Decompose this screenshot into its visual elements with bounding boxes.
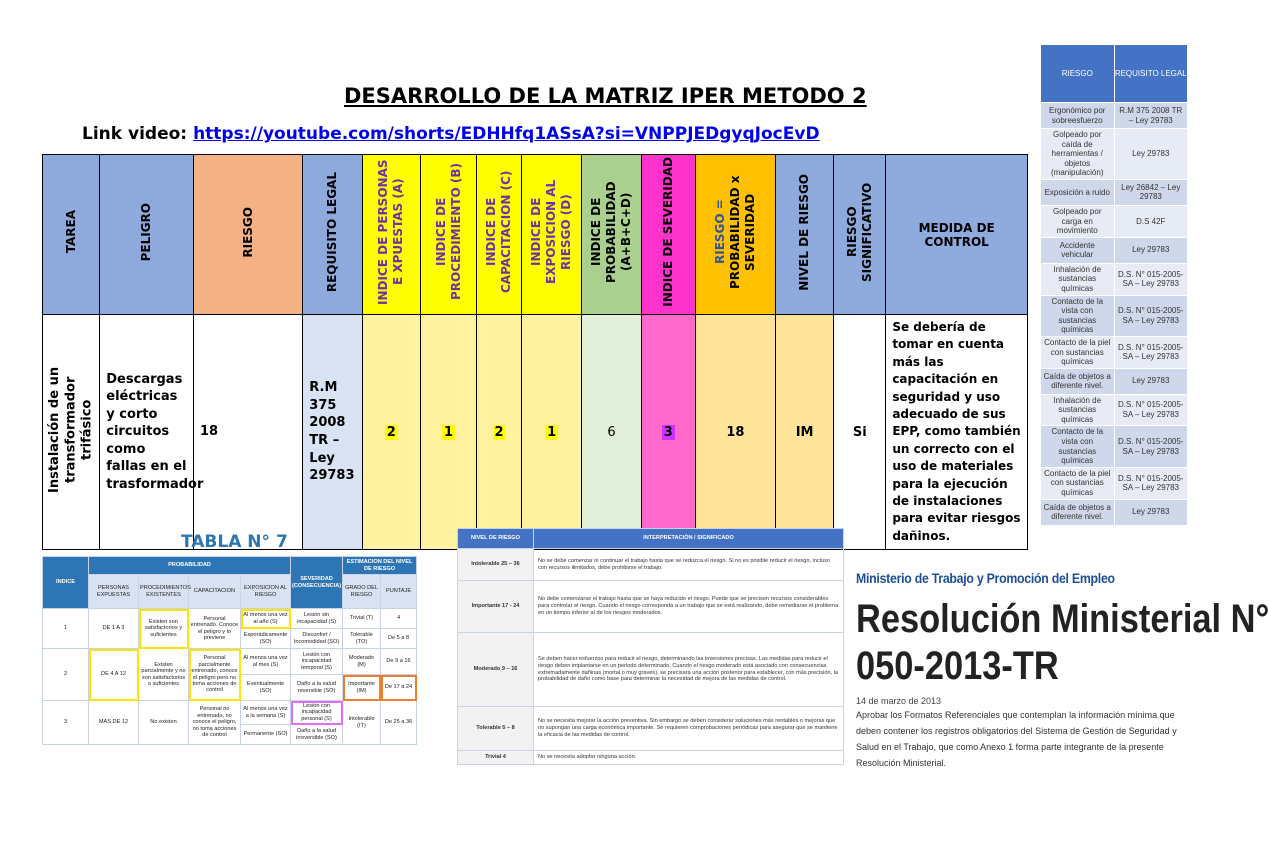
resolution-date: 14 de marzo de 2013 [856,696,942,707]
cell-b: 1 [420,315,476,550]
interp-text: No se debe comenzar ni continuar el trabajo hasta que se reduzca el riesgo. Si no es posible reducir el riesgo, incluso con recursos ilimitados, debe prohibirse el trabajo. [534,549,844,581]
legal-row [1041,499,1188,525]
t7-r1-puntaje-2: De 5 a 8 [381,629,417,649]
cell-c: 2 [477,315,522,550]
cell-severidad: 3 [641,315,695,550]
t7-sub-exposicion: EXPOSICION AL RIESGO [241,575,291,609]
cell-nivel: IM [775,315,833,550]
legal-table-body [1041,103,1188,526]
interp-row [458,581,844,633]
t7-r2-severidad-so: Daño a la salud reversible (SO) [291,675,343,701]
t7-r3-severidad-s: Lesión con incapacidad personal (S) [291,701,343,725]
legal-cell-requisito: Ley 26842 – Ley 29783 [1114,179,1188,205]
legal-cell-riesgo: Golpeado por caída de herramientas / objetos (manipulación) [1041,129,1115,180]
t7-r1-capacitacion: Personal entrenado. Conoce el peligro y lo previene [189,609,241,649]
t7-r3-severidad-so: Daño a la salud irreversible (SO) [291,725,343,745]
interp-text: No debe comenzarse el trabajo hasta que se haya reducido el riesgo. Puede que se precisen recursos considerables para controlar el riesgo. Cuando el riesgo corresponda a un trabajo que se está realizando, debe remediarse el problema en un tiempo inferior al de los riesgos moderados. [534,581,844,633]
legal-cell-requisito: Ley 29783 [1114,237,1188,263]
t7-r3-capacitacion: Personal no entrenado, no conoce el peligro, no toma acciones de control [189,701,241,745]
header-riesgo: RIESGO [193,155,302,315]
resolution-panel [856,570,1269,771]
t7-r1-puntaje-1: 4 [381,609,417,629]
interp-text: No se necesita mejorar la acción preventiva. Sin embargo se deben considerar soluciones más rentables o mejoras que no supongan una carga económica importante. Se requieren comprobaciones periódicas para asegurar que se mantiene la eficacia de las medidas de control. [534,707,844,751]
legal-cell-riesgo: Contacto de la vista con sustancias químicas [1041,295,1115,336]
t7-r1-grado-2: Tolerable (TO) [343,629,381,649]
header-peligro: PELIGRO [100,155,194,315]
cell-medida: Se debería de tomar en cuenta más las capacitación en seguridad y uso adecuado de sus EPP, como también un correcto con el uso de materiales para la ejecución de instalaciones para evitar riesgos dañinos. [886,315,1028,550]
interp-row [458,751,844,765]
cell-riesgo: 18 [193,315,302,550]
header-nivel-riesgo: NIVEL DE RIESGO [775,155,833,315]
t7-r2-grado-2: Importante (IM) [343,675,381,701]
t7-row-1 [43,609,417,629]
t7-h-probabilidad: PROBABILIDAD [89,557,291,575]
legal-row [1041,263,1188,295]
t7-r3-exposicion-s: Al menos una vez a la semana (S) [241,701,291,725]
page-title: DESARROLLO DE LA MATRIZ IPER METODO 2 [344,84,867,108]
legal-cell-requisito: D.S. N° 015-2005-SA – Ley 29783 [1114,295,1188,336]
cell-d: 1 [521,315,581,550]
legal-cell-riesgo: Golpeado por carga en movimiento [1041,205,1115,237]
legal-cell-requisito: Ley 29783 [1114,129,1188,180]
resolution-title: Resolución Ministerial N° [856,597,1269,641]
cell-probabilidad: 6 [582,315,641,550]
interp-level: Trivial 4 [458,751,534,765]
cell-a: 2 [362,315,420,550]
legal-cell-riesgo: Contacto de la piel con sustancias químicas [1041,467,1115,499]
legal-row [1041,103,1188,129]
interp-header-significado: INTERPRETACIÓN / SIGNIFICADO [534,529,844,549]
t7-r1-exposicion-s: Al menos una vez al año (S) [241,609,291,629]
header-indice-exposicion: INDICE DE EXPOSICION AL RIESGO (D) [521,155,581,315]
interp-row [458,707,844,751]
legal-row [1041,129,1188,180]
t7-sub-personas: PERSONAS EXPUESTAS [89,575,139,609]
t7-sub-grado: GRADO DEL RIESGO [343,575,381,609]
cell-riesgo-valor: 18 [695,315,775,550]
interp-level: Moderado 9 – 16 [458,633,534,707]
header-riesgo-significativo: RIESGO SIGNIFICATIVO [834,155,886,315]
resolution-description: Aprobar los Formatos Referenciales que contemplan la información mínima que deben contener los registros obligatorios del Sistema de Gestión de Seguridad y Salud en el Trabajo, que como Anexo 1 forma parte integrante de la presente Resolución Ministerial. [856,710,1177,768]
t7-r1-indice: 1 [43,609,89,649]
cell-peligro: Descargas eléctricas y corto circuitos como fallas en el trasformador [100,315,194,550]
interp-text: Se deben hacer esfuerzos para reducir el riesgo, determinando las inversiones precisas. Las medidas para reducir el riesgo deben implantarse en un periodo determinado. Cuando el riesgo moderado está asociado con consecuencias extremadamente dañinas (mortal o muy graves), se precisará una acción posterior para establecer, con más precisión, la probabilidad de daño como base para determinar la necesidad de mejora de las medidas de control. [534,633,844,707]
ministry-name: Ministerio de Trabajo y Promoción del Empleo [856,570,1115,586]
t7-h-indice: INDICE [43,557,89,609]
t7-r2-exposicion-so: Eventualmente (SO) [241,675,291,701]
legal-cell-riesgo: Accidente vehicular [1041,237,1115,263]
t7-row-2 [43,649,417,675]
interp-text: No se necesita adoptar ninguna acción. [534,751,844,765]
matrix-data-row [43,315,1028,550]
interp-row [458,633,844,707]
header-medida-control: MEDIDA DE CONTROL [886,155,1028,315]
legal-cell-riesgo: Contacto de la vista con sustancias químicas [1041,426,1115,467]
tabla7 [42,556,417,745]
interp-header-nivel: NIVEL DE RIESGO [458,529,534,549]
legal-cell-riesgo: Contacto de la piel con sustancias químicas [1041,336,1115,368]
legal-row [1041,237,1188,263]
cell-tarea: Instalación de un transformador trifásico [43,315,100,550]
t7-r1-severidad-so: Disconfort / Incomodidad (SO) [291,629,343,649]
legal-cell-requisito: Ley 29783 [1114,368,1188,394]
t7-h-estimacion: ESTIMACION DEL NIVEL DE RIESGO [343,557,417,575]
legal-cell-requisito: D.S. N° 015-2005-SA – Ley 29783 [1114,336,1188,368]
legal-cell-requisito: R.M 375 2008 TR – Ley 29783 [1114,103,1188,129]
riesgo-eq-formula: PROBABILIDAD x SEVERIDAD [727,175,757,289]
cell-requisito: R.M 375 2008 TR – Ley 29783 [303,315,362,550]
legal-row [1041,336,1188,368]
t7-r2-capacitacion: Personal parcialmente entrenado, conoce el peligro pero no toma acciones de control [189,649,241,701]
t7-r2-severidad-s: Lesión con incapacidad temporal (S) [291,649,343,675]
legal-cell-requisito: D.S. N° 015-2005-SA – Ley 29783 [1114,394,1188,426]
legal-row [1041,179,1188,205]
legal-row [1041,205,1188,237]
legal-cell-riesgo: Ergonómico por sobreesfuerzo [1041,103,1115,129]
t7-r3-procedimientos: No existen [139,701,189,745]
legal-header-riesgo: RIESGO [1041,45,1115,103]
interp-level: Importante 17 - 24 [458,581,534,633]
t7-r1-severidad-s: Lesión sin incapacidad (S) [291,609,343,629]
legal-cell-riesgo: Caída de objetos a diferente nivel. [1041,499,1115,525]
t7-r1-exposicion-so: Esporádicamente (SO) [241,629,291,649]
video-link[interactable]: https://youtube.com/shorts/EDHHfq1ASsA?si=VNPPJEDgyqJocEvD [193,124,820,144]
t7-r3-indice: 3 [43,701,89,745]
legal-cell-requisito: D.S 42F [1114,205,1188,237]
legal-cell-requisito: D.S. N° 015-2005-SA – Ley 29783 [1114,263,1188,295]
t7-r2-puntaje-2: De 17 a 24 [381,675,417,701]
header-indice-personas: INDICE DE PERSONAS E XPUESTAS (A) [362,155,420,315]
link-label: Link video: [82,124,188,144]
legal-row [1041,295,1188,336]
t7-r3-grado: Intolerable (IT) [343,701,381,745]
iper-matrix [42,154,1028,550]
legal-cell-riesgo: Inhalación de sustancias químicas [1041,394,1115,426]
header-indice-capacitacion: INDICE DE CAPACITACION (C) [477,155,522,315]
header-indice-probabilidad: INDICE DE PROBABILIDAD (A+B+C+D) [582,155,641,315]
t7-sub-procedimientos: PROCEDIMIENTOS EXISTENTES [139,575,189,609]
legal-row [1041,394,1188,426]
tabla7-title: TABLA N° 7 [181,532,288,552]
risk-interpretation-table [457,528,844,765]
header-requisito-legal: REQUISITO LEGAL [303,155,362,315]
t7-sub-puntaje: PUNTAJE [381,575,417,609]
t7-r3-puntaje: De 25 a 36 [381,701,417,745]
cell-significativo: Si [834,315,886,550]
t7-r2-grado-1: Moderado (M) [343,649,381,675]
riesgo-eq-label: RIESGO = [712,199,727,265]
interp-level: Intolerable 25 – 36 [458,549,534,581]
header-indice-procedimiento: INDICE DE PROCEDIMIENTO (B) [420,155,476,315]
interp-row [458,549,844,581]
t7-r3-personas: MAS DE 12 [89,701,139,745]
header-indice-severidad: INDICE DE SEVERIDAD [641,155,695,315]
resolution-number: 050-2013-TR [856,644,1059,689]
legal-cell-requisito: D.S. N° 015-2005-SA – Ley 29783 [1114,467,1188,499]
legal-cell-requisito: D.S. N° 015-2005-SA – Ley 29783 [1114,426,1188,467]
t7-r2-puntaje-1: De 9 a 16 [381,649,417,675]
t7-r1-personas: DE 1 A 3 [89,609,139,649]
t7-sub-capacitacion: CAPACITACION [189,575,241,609]
interp-level: Tolerable 5 – 8 [458,707,534,751]
legal-requirements-table [1040,44,1188,526]
t7-r1-grado-1: Trivial (T) [343,609,381,629]
legal-row [1041,426,1188,467]
t7-r2-procedimientos: Existen parcialmente y no son satisfactorios o suficientes [139,649,189,701]
t7-r2-indice: 2 [43,649,89,701]
legal-cell-riesgo: Exposición a ruido [1041,179,1115,205]
matrix-header-row [43,155,1028,315]
t7-r3-exposicion-so: Permanente (SO) [241,725,291,745]
t7-r2-personas: DE 4 A 12 [89,649,139,701]
header-tarea: TAREA [43,155,100,315]
legal-cell-riesgo: Caída de objetos a diferente nivel. [1041,368,1115,394]
legal-header-requisito: REQUISITO LEGAL [1114,45,1188,103]
t7-r2-exposicion-s: Al menos una vez al mes (S) [241,649,291,675]
t7-row-3 [43,701,417,725]
video-link-row [82,124,820,144]
t7-h-severidad: SEVERIDAD (CONSECUENCIA) [291,557,343,609]
header-riesgo-calculo [695,155,775,315]
legal-cell-requisito: Ley 29783 [1114,499,1188,525]
t7-r1-procedimientos: Existen son satisfactorios y suficientes [139,609,189,649]
legal-row [1041,368,1188,394]
legal-row [1041,467,1188,499]
legal-cell-riesgo: Inhalación de sustancias químicas [1041,263,1115,295]
